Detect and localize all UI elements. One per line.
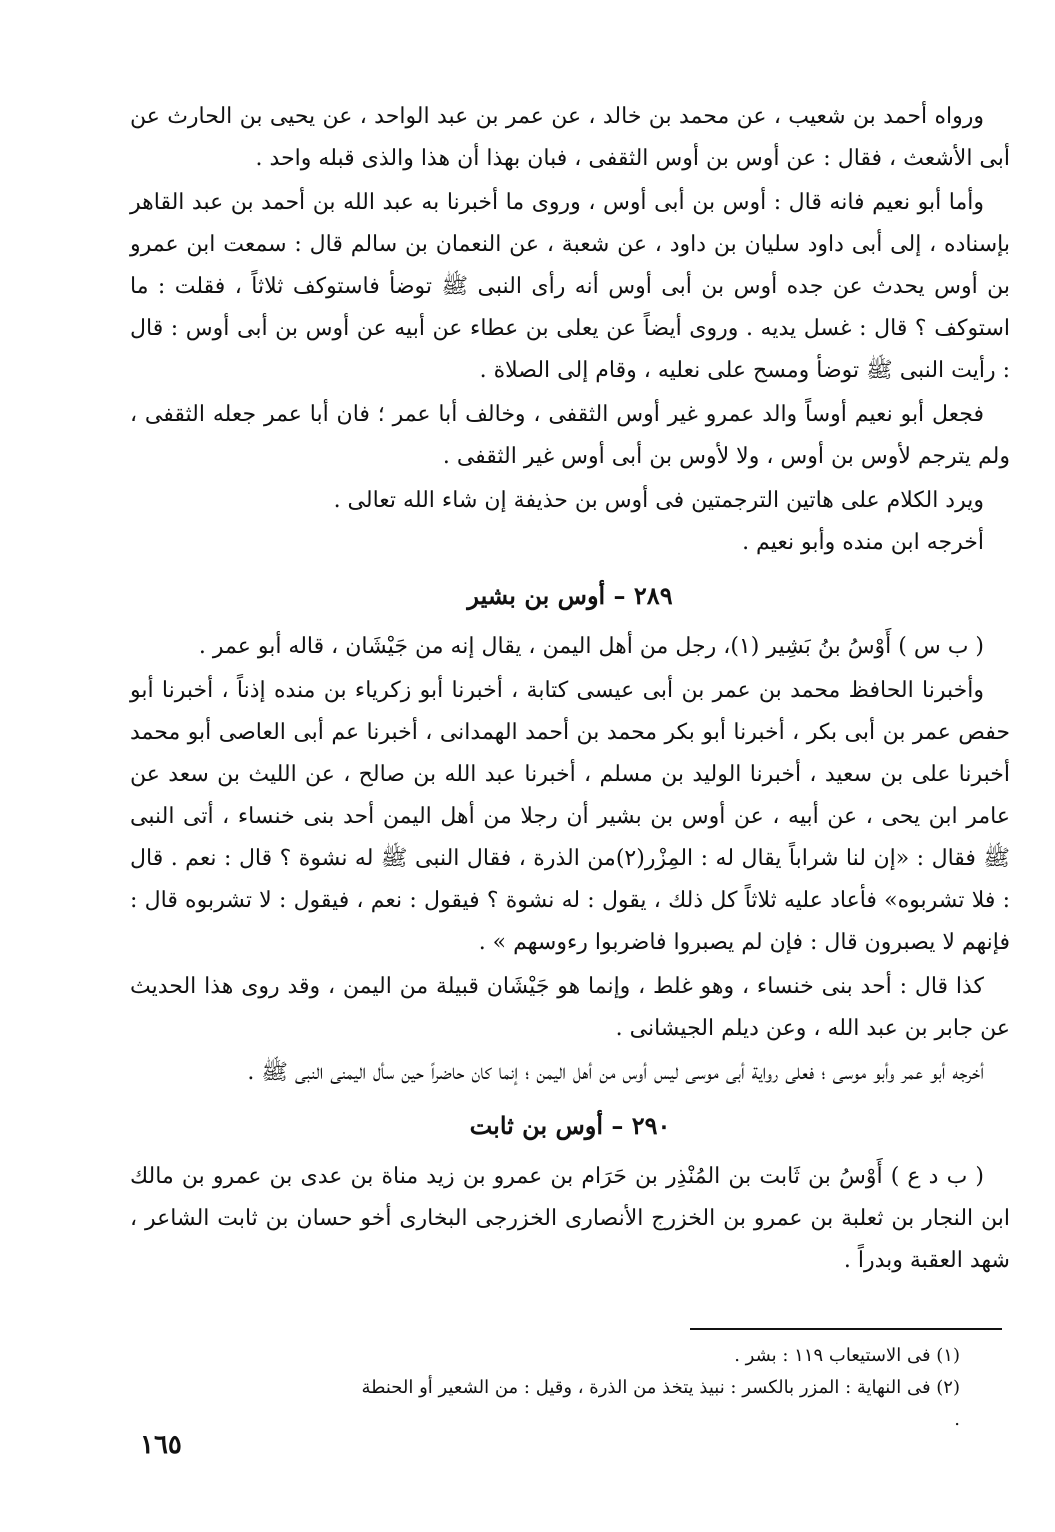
paragraph: أخرجه أبو عمر وأبو موسى ؛ فعلى رواية أبى موسى ليس أوس من أهل اليمن ؛ إنما كان حاضراً حين سأل اليمنى النبى ﷺ . bbox=[247, 1060, 984, 1085]
paragraph: وأخبرنا الحافظ محمد بن عمر بن أبى عيسى كتابة ، أخبرنا أبو زكرياء بن منده إذناً ، أخبرنا أبو حفص عمر بن أبى بكر ، أخبرنا أبو بكر محمد بن أحمد الهمدانى ، أخبرنا عم أبى العاصى أبو محمد أخبرنا على بن سعيد ، أخبرنا الوليد بن مسلم ، أخبرنا عبد الله بن صالح ، عن الليث بن سعد عن عامر ابن يحى ، عن أبيه ، عن أوس بن بشير أن رجلا من أهل اليمن أحد بنى خنساء ، أتى النبى ﷺ فقال : «إن لنا شراباً يقال له : المِزْر(٢)من الذرة ، فقال النبى ﷺ له نشوة ؟ قال : نعم . قال : فلا تشربوه» فأعاد عليه ثلاثاً كل ذلك ، يقول : له نشوة ؟ فيقول : نعم ، فيقول : لا تشربوه قال : فإنهم لا يصبرون قال : فإن لم يصبروا فاضربوا رءوسهم » . bbox=[130, 678, 1010, 955]
footnote-1: (١) فى الاستيعاب ١١٩ : بشر . bbox=[734, 1345, 960, 1366]
paragraph: أخرجه ابن منده وأبو نعيم . bbox=[742, 530, 984, 555]
footnote-divider bbox=[690, 1328, 1002, 1330]
section-heading-289: ٢٨٩ – أوس بن بشير bbox=[467, 581, 673, 610]
paragraph: فجعل أبو نعيم أوساً والد عمرو غير أوس الثقفى ، وخالف أبا عمر ؛ فان أبا عمر جعله الثقفى ، ولم يترجم لأوس بن أوس ، ولا لأوس بن أبى أوس غير الثقفى . bbox=[130, 402, 1010, 469]
paragraph: ( ب س ) أَوْسُ بنُ بَشِير (١)، رجل من أهل اليمن ، يقال إنه من جَيْشَان ، قاله أبو عمر . bbox=[198, 634, 984, 659]
section-heading-290: ٢٩٠ – أوس بن ثابت bbox=[469, 1111, 671, 1140]
page-number: ١٦٥ bbox=[140, 1430, 182, 1460]
paragraph: وأما أبو نعيم فانه قال : أوس بن أبى أوس ، وروى ما أخبرنا به عبد الله بن أحمد بن عبد القاهر بإسناده ، إلى أبى داود سليان بن داود ، عن شعبة ، عن النعمان بن سالم قال : سمعت ابن عمرو بن أوس يحدث عن جده أوس بن أبى أوس أنه رأى النبى ﷺ توضأ فاستوكف ثلاثاً ، فقلت : ما استوكف ؟ قال : غسل يديه . وروى أيضاً عن يعلى بن عطاء عن أبيه عن أوس بن أبى أوس : قال : رأيت النبى ﷺ توضأ ومسح على نعليه ، وقام إلى الصلاة . bbox=[130, 190, 1010, 383]
footnotes bbox=[360, 1340, 960, 1436]
paragraph: ورواه أحمد بن شعيب ، عن محمد بن خالد ، عن عمر بن عبد الواحد ، عن يحيى بن الحارث عن أبى الأشعث ، فقال : عن أوس بن أوس الثقفى ، فبان بهذا أن هذا والذى قبله واحد . bbox=[130, 104, 1010, 171]
paragraph: ويرد الكلام على هاتين الترجمتين فى أوس بن حذيفة إن شاء الله تعالى . bbox=[333, 488, 984, 513]
paragraph: كذا قال : أحد بنى خنساء ، وهو غلط ، وإنما هو جَيْشَان قبيلة من اليمن ، وقد روى هذا الحديث عن جابر بن عبد الله ، وعن ديلم الجيشانى . bbox=[130, 974, 1010, 1041]
page-body bbox=[130, 96, 1010, 1284]
footnote-2: (٢) فى النهاية : المزر بالكسر : نبيذ يتخذ من الذرة ، وقيل : من الشعير أو الحنطة . bbox=[361, 1377, 960, 1430]
paragraph: ( ب د ع ) أَوْسُ بن ثَابت بن المُنْذِر بن حَرَام بن عمرو بن زيد مناة بن عدى بن عمرو بن مالك ابن النجار بن ثعلبة بن عمرو بن الخزرج الأنصارى الخزرجى البخارى أخو حسان بن ثابت الشاعر ، شهد العقبة وبدراً . bbox=[130, 1164, 1010, 1273]
